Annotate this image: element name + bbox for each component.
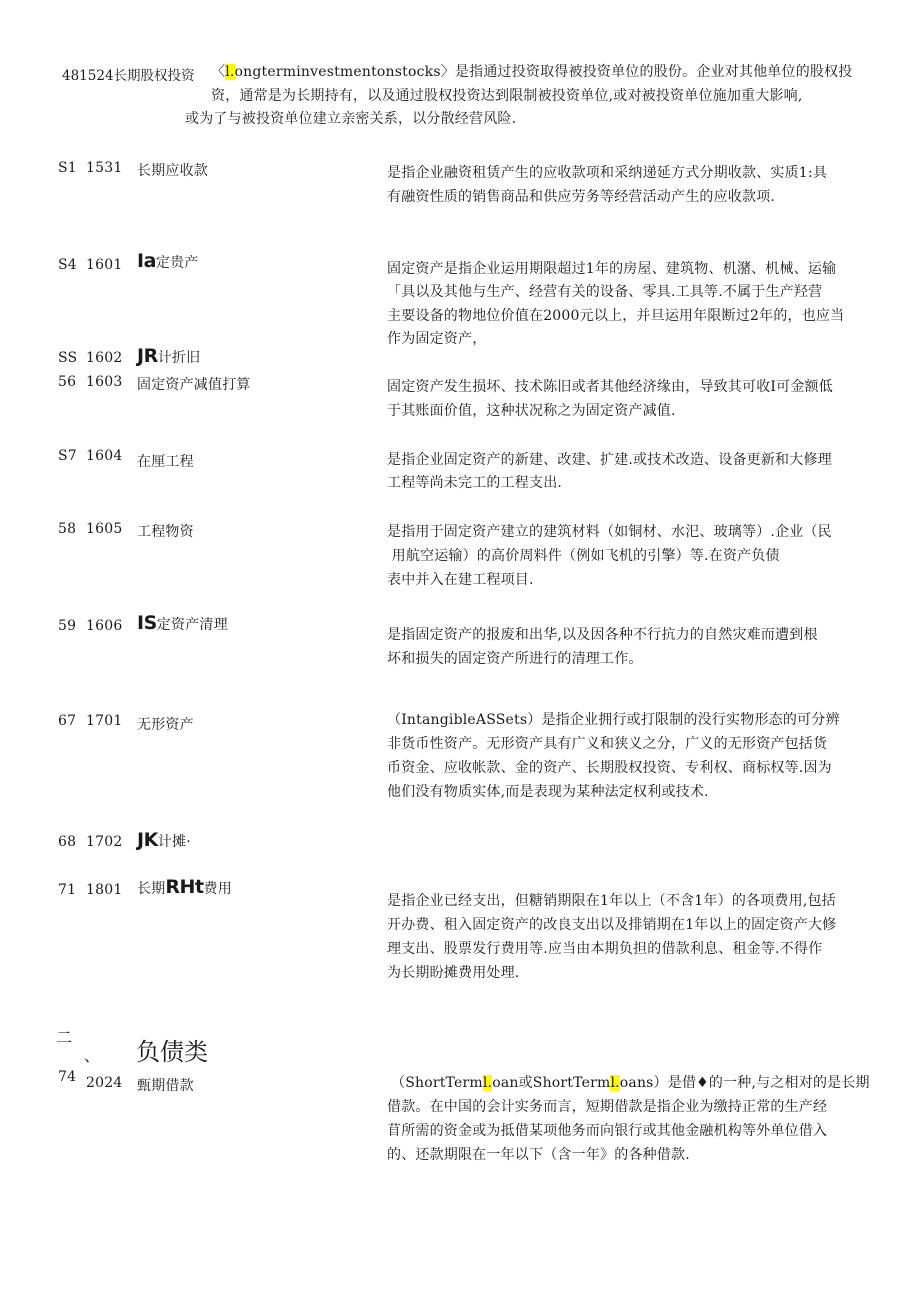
section-separator: 、 (84, 1046, 101, 1065)
entry-label-long-term-equity: 481524长期股权投资 (62, 68, 195, 84)
entry-desc-line: 为长期盼摊费用处理. (387, 965, 520, 981)
entry-name (137, 876, 232, 898)
desc-fragment: 〈 (211, 64, 226, 80)
entry-desc-line: 的、还款期限在一年以下（含一年》的各种借款. (387, 1147, 690, 1163)
entry-code: 1603 (86, 374, 123, 390)
name-fragment: 定贵产 (155, 255, 199, 271)
entry-seq: S4 (58, 257, 77, 273)
entry-desc-line: 坏和损失的固定资产所进行的清理工作。 (387, 651, 643, 667)
garbled-glyphs: RHt (165, 876, 204, 898)
entry-desc-line: 苜所需的资金或为抵借某项他务而向银行或其他金融机构等外单位借入 (387, 1123, 828, 1139)
entry-desc-line: 他们没有物质实体,而是表现为某种法定权利或技术. (387, 784, 709, 800)
entry-desc-line: （IntangibleASSets）是指企业拥行或打限制的没行实物形态的可分辨 (387, 712, 840, 728)
entry-seq: 68 (58, 834, 77, 850)
entry-desc-line: 是指用于固定资产建立的建筑材料（如铜材、水汜、玻璃等）.企业（民 (387, 524, 832, 540)
entry-desc-line (211, 61, 853, 81)
entry-desc-line: 非货币性资产。无形资产具有广义和狭义之分，广义的无形资产包括货 (387, 736, 828, 752)
entry-code: 2024 (86, 1075, 123, 1091)
entry-desc-line: 是指固定资产的报废和出华,以及因各种不行抗力的自然灾难而遭到根 (387, 627, 818, 643)
garbled-glyphs: Ia (137, 250, 156, 272)
entry-seq: SS (58, 350, 78, 366)
entry-code: 1601 (86, 257, 123, 273)
entry-code: 1602 (86, 350, 123, 366)
highlighted-text: l. (482, 1075, 493, 1091)
entry-code: 1801 (86, 882, 123, 898)
entry-desc-line: 固定资产发生损坏、技术陈旧或者其他经济缘由，导致其可收I可金额低 (387, 379, 833, 395)
entry-name: 在厘工程 (137, 454, 194, 470)
entry-name (137, 250, 199, 272)
section-title: 负债类 (136, 1038, 208, 1066)
entry-desc-line: 有融资性质的销售商品和供应劳务等经营活动产生的应收款项. (387, 189, 776, 205)
entry-seq: 67 (58, 713, 77, 729)
garbled-glyphs: JR (137, 345, 158, 367)
entry-code: 1604 (86, 448, 123, 464)
entry-seq: 59 (58, 618, 77, 634)
entry-seq: S7 (58, 448, 77, 464)
entry-desc-line: 用航空运输）的高价周料件（例如飞机的引擎）等.在资产负债 (387, 548, 780, 564)
entry-name: 长期应收款 (137, 163, 208, 179)
entry-desc-line: 借款。在中国的会计实务而言，短期借款是指企业为缴持正常的生产经 (387, 1099, 828, 1115)
garbled-glyphs: JK (137, 829, 158, 851)
desc-fragment: oans）是借♦的一种,与之相对的是长期 (619, 1075, 870, 1091)
name-fragment: 计折旧 (157, 350, 201, 366)
entry-seq: 58 (58, 521, 77, 537)
name-fragment: 费用 (203, 881, 232, 897)
name-fragment: 长期 (137, 881, 166, 897)
highlighted-text: l. (610, 1075, 620, 1091)
entry-name (137, 829, 191, 851)
entry-code: 1606 (86, 618, 123, 634)
entry-desc-line: 「具以及其他与生产、经营有关的设备、零具.工具等.不属于生产羟营 (387, 284, 823, 300)
entry-seq: 56 (58, 374, 77, 390)
entry-desc-line: 工程等尚未完工的工程支出. (387, 475, 563, 491)
entry-code: 1531 (86, 160, 123, 176)
entry-desc-line: 资，通常是为长期持有，以及通过股权投资达到限制被投资单位,或对被投资单位施加重大影响, (211, 88, 803, 104)
section-number: 二 (56, 1028, 73, 1047)
entry-seq: 74 (58, 1069, 77, 1085)
entry-code: 1702 (86, 834, 123, 850)
desc-fragment: （ShortTerm (391, 1075, 483, 1091)
desc-fragment: ongterminvestmentonstocks〉是指通过投资取得被投资单位的股份。企业对其他单位的股权投 (234, 64, 853, 80)
entry-desc-line: 是指企业融资租赁产生的应收款项和采纳递延方式分期收款、实质1:具 (387, 165, 828, 181)
entry-desc-line: 理支出、股票发行费用等.应当由本期负担的借款利息、租金等.不得作 (387, 941, 823, 957)
entry-code: 1701 (86, 713, 123, 729)
entry-desc-line (391, 1072, 870, 1092)
entry-seq: S1 (58, 160, 77, 176)
entry-desc-line: 固定资产是指企业运用期限超过1年的房屋、建筑物、机潴、机械、运输 (387, 261, 837, 277)
entry-name (137, 345, 200, 367)
entry-name: 甄期借款 (137, 1078, 194, 1094)
name-fragment: 定资产清理 (156, 617, 228, 633)
entry-code: 1605 (86, 521, 123, 537)
desc-fragment: oan或ShortTerm (492, 1075, 611, 1091)
name-fragment: 计摊· (157, 834, 191, 850)
garbled-glyphs: IS (137, 612, 157, 634)
entry-desc-line: 是指企业已经支出，但糖销期限在1年以上（不含1年）的各项费用,包括 (387, 893, 836, 909)
entry-name: 工程物资 (137, 524, 194, 540)
entry-desc-line: 币资金、应收帐款、金的资产、长期股权投资、专利权、商标权等.因为 (387, 760, 832, 776)
entry-name: 固定资产减值打算 (137, 377, 251, 393)
highlighted-text: l. (225, 64, 235, 80)
entry-name: 无形资产 (137, 717, 194, 733)
entry-desc-line: 主要设备的物地位价值在2000元以上，并旦运用年限断过2年的，也应当 (387, 308, 845, 324)
entry-desc-line: 作为固定资产， (387, 331, 487, 347)
entry-desc-line: 开办费、租入固定资产的改良支出以及排销期在1年以上的固定资产大修 (387, 917, 837, 933)
entry-desc-line: 于其账面价值，这种状况称之为固定资产减值. (387, 403, 676, 419)
entry-desc-line: 或为了与被投资单位建立亲密关系，以分散经营风险. (185, 111, 517, 127)
entry-name (137, 612, 228, 634)
entry-seq: 71 (58, 882, 77, 898)
entry-desc-line: 是指企业固定资产的新建、改建、扩建.或技术改造、设备更新和大修理 (387, 452, 832, 468)
entry-desc-line: 表中并入在建工程项目. (387, 572, 534, 588)
